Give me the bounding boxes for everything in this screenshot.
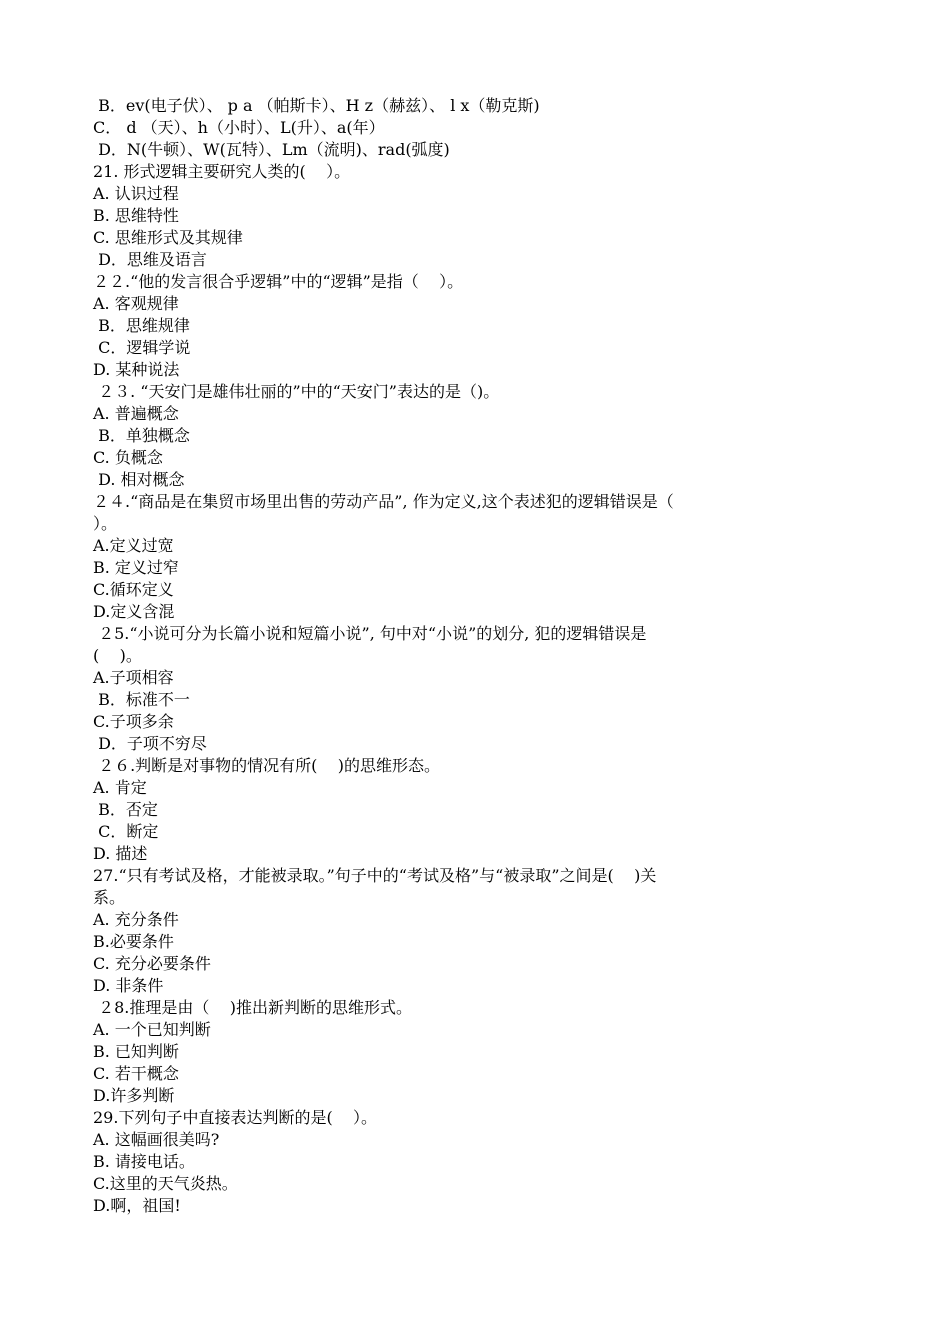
question-24: ２４.“商品是在集贸市场里出售的劳动产品”, 作为定义,这个表述犯的逻辑错误是（ — [93, 492, 674, 511]
option-line: D.许多判断 — [93, 1086, 175, 1105]
question-25: ２5.“小说可分为长篇小说和短篇小说”, 句中对“小说”的划分, 犯的逻辑错误是 — [93, 624, 647, 643]
option-line: A. 普遍概念 — [93, 404, 179, 423]
option-line: B．标准不一 — [93, 690, 190, 709]
option-line: A. 认识过程 — [93, 184, 179, 203]
option-line: B．思维规律 — [93, 316, 190, 335]
option-line: C. 思维形式及其规律 — [93, 228, 243, 247]
question-28: ２8.推理是由（ )推出新判断的思维形式。 — [93, 998, 412, 1017]
option-line: A.子项相容 — [93, 668, 174, 687]
document-page — [93, 95, 893, 1217]
option-line: B．ev(电子伏）、 p a （帕斯卡）、H z（赫兹）、 l x（勒克斯) — [93, 96, 540, 115]
option-line: A. 客观规律 — [93, 294, 179, 313]
question-21: 21. 形式逻辑主要研究人类的( ）。 — [93, 162, 351, 181]
option-line: D. 非条件 — [93, 976, 164, 995]
option-line: B. 已知判断 — [93, 1042, 179, 1061]
option-line: B. 思维特性 — [93, 206, 179, 225]
option-line: A. 这幅画很美吗? — [93, 1130, 220, 1149]
option-line: C.子项多余 — [93, 712, 174, 731]
option-line: C.这里的天气炎热。 — [93, 1174, 238, 1193]
option-line: A. 充分条件 — [93, 910, 179, 929]
question-26: ２６.判断是对事物的情况有所( )的思维形态。 — [93, 756, 441, 775]
option-line: C．逻辑学说 — [93, 338, 191, 357]
option-line: B. 定义过窄 — [93, 558, 179, 577]
option-line: D.定义含混 — [93, 602, 175, 621]
option-line: D.啊，祖国! — [93, 1196, 181, 1215]
option-line: B.必要条件 — [93, 932, 174, 951]
option-line: D. 某种说法 — [93, 360, 180, 379]
question-29: 29.下列句子中直接表达判断的是( ）。 — [93, 1108, 378, 1127]
question-25-continued: ( )。 — [93, 646, 142, 665]
option-line: D．N(牛顿）、W(瓦特）、Lm（流明)、rad(弧度) — [93, 140, 450, 159]
option-line: D．子项不穷尽 — [93, 734, 207, 753]
option-line: A.定义过宽 — [93, 536, 174, 555]
option-line: A. 一个已知判断 — [93, 1020, 211, 1039]
option-line: C.循环定义 — [93, 580, 174, 599]
option-line: A. 肯定 — [93, 778, 147, 797]
option-line: C. 充分必要条件 — [93, 954, 211, 973]
option-line: D. 描述 — [93, 844, 148, 863]
question-22: ２２.“他的发言很合乎逻辑”中的“逻辑”是指（ ）。 — [93, 272, 464, 291]
option-line: C. 若干概念 — [93, 1064, 179, 1083]
question-27-continued: 系。 — [93, 888, 126, 907]
question-24-continued: ）。 — [93, 514, 118, 533]
option-line: B. 请接电话。 — [93, 1152, 195, 1171]
question-23: ２３. “天安门是雄伟壮丽的”中的“天安门”表达的是（)。 — [93, 382, 500, 401]
option-line: B．单独概念 — [93, 426, 190, 445]
option-line: B．否定 — [93, 800, 158, 819]
question-27: 27.“只有考试及格，才能被录取。”句子中的“考试及格”与“被录取”之间是( )关 — [93, 866, 657, 885]
option-line: C． d （天）、h（小时）、L(升）、a(年） — [93, 118, 385, 137]
option-line: C. 负概念 — [93, 448, 163, 467]
option-line: D. 相对概念 — [93, 470, 185, 489]
option-line: D．思维及语言 — [93, 250, 207, 269]
option-line: C．断定 — [93, 822, 159, 841]
